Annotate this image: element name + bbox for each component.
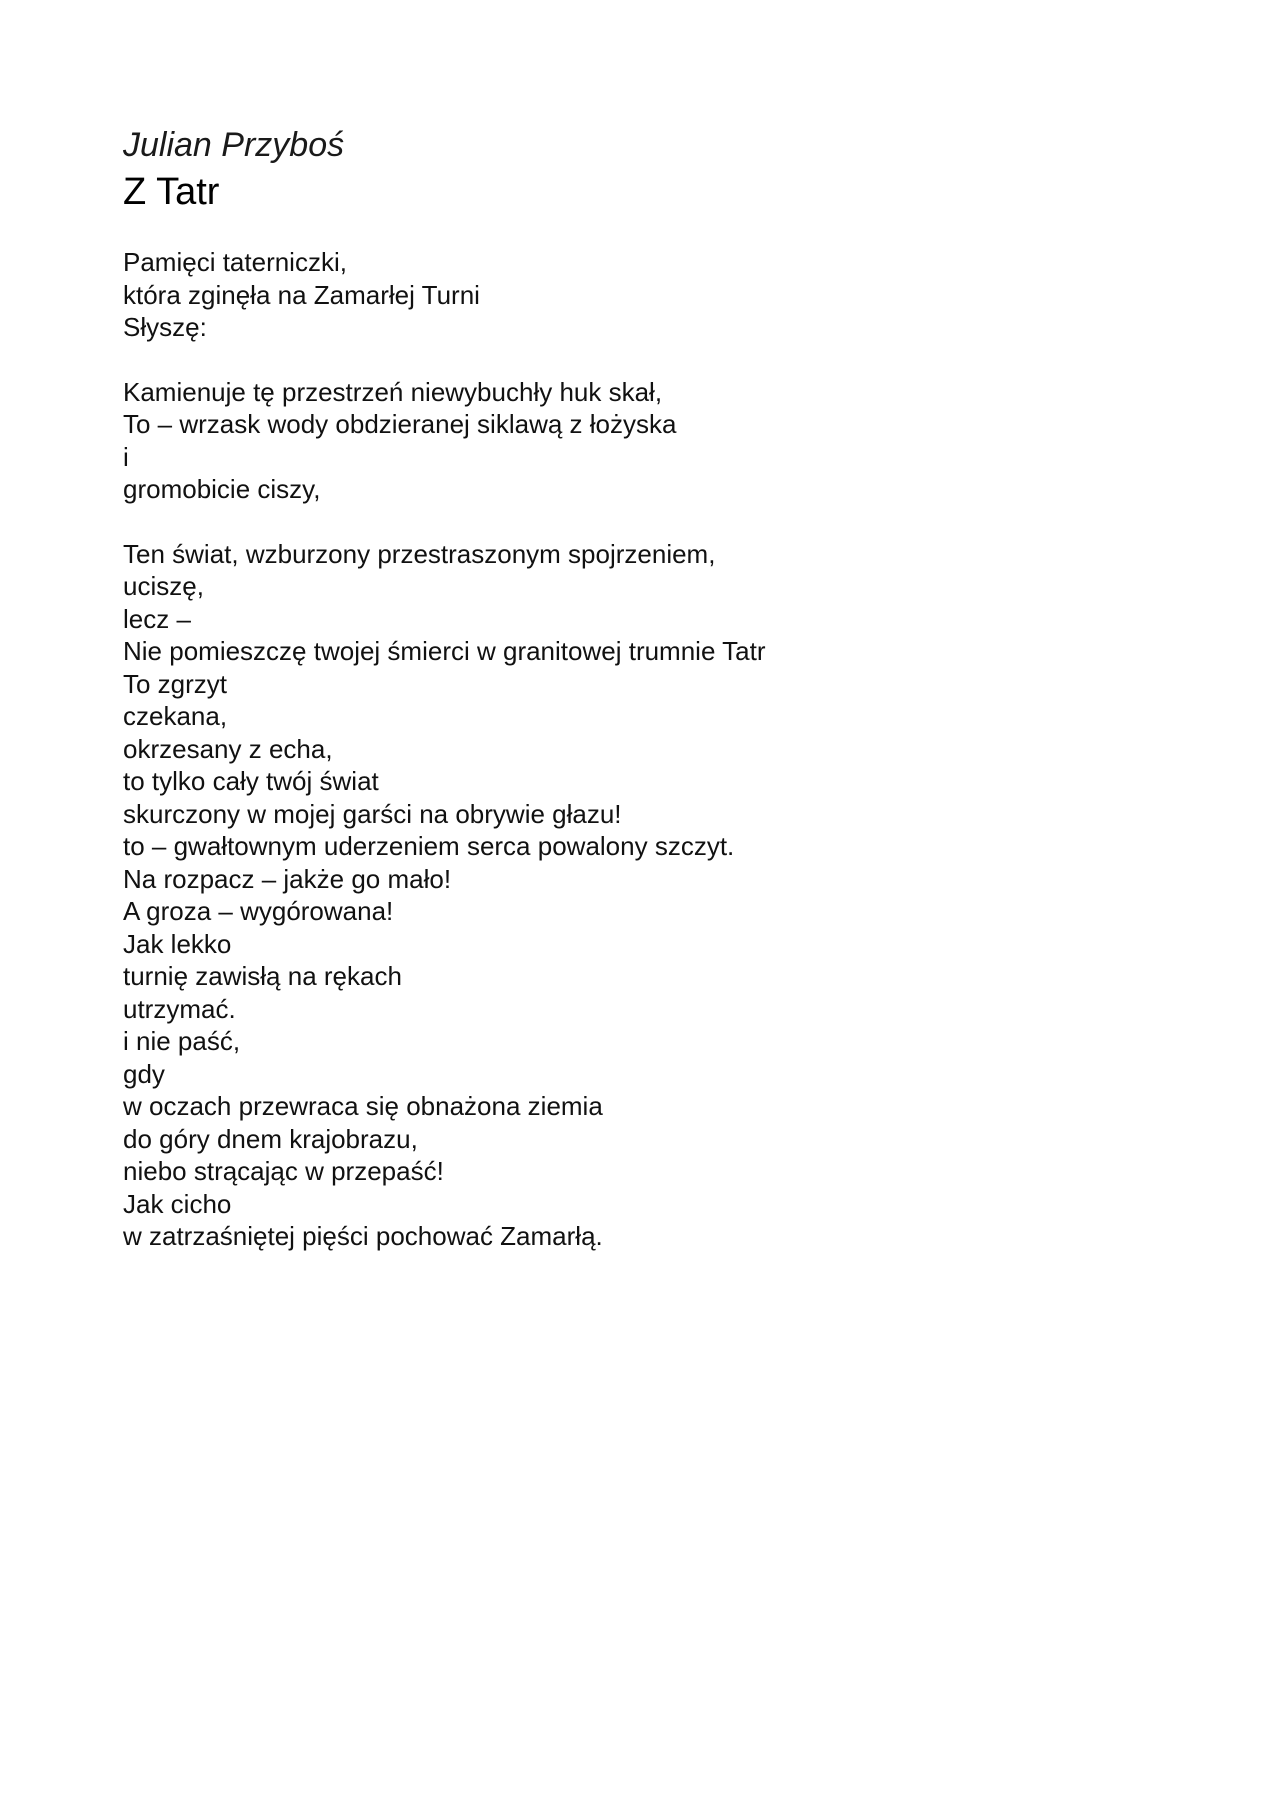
poem-stanza bbox=[123, 538, 1153, 1253]
poem-line: okrzesany z echa, bbox=[123, 733, 333, 764]
poem-line: Słyszę: bbox=[123, 312, 207, 342]
poem-line: i nie paść, bbox=[123, 1026, 241, 1056]
poem-line: A groza – wygórowana! bbox=[123, 896, 394, 926]
poem-line: Na rozpacz – jakże go mało! bbox=[123, 863, 452, 894]
poem-line: to – gwałtownym uderzeniem serca powalony szczyt. bbox=[123, 831, 735, 861]
poem-line: gdy bbox=[123, 1058, 165, 1089]
poem-line: turnię zawisłą na rękach bbox=[123, 961, 402, 991]
poem-line: Nie pomieszczę twojej śmierci w granitowej trumnie Tatr bbox=[123, 636, 766, 666]
poem-line: Kamienuje tę przestrzeń niewybuchły huk skał, bbox=[123, 376, 663, 407]
poem-line: która zginęła na Zamarłej Turni bbox=[123, 279, 480, 310]
document-page bbox=[123, 122, 1153, 1285]
poem-stanza bbox=[123, 246, 1153, 344]
poem-line: do góry dnem krajobrazu, bbox=[123, 1123, 418, 1154]
poem-title: Z Tatr bbox=[123, 171, 220, 213]
poem-line: niebo strącając w przepaść! bbox=[123, 1156, 444, 1186]
poem-line: w oczach przewraca się obnażona ziemia bbox=[123, 1091, 603, 1121]
poem-line: skurczony w mojej garści na obrywie głazu! bbox=[123, 798, 622, 829]
poem-line: to tylko cały twój świat bbox=[123, 766, 379, 796]
poem-body bbox=[123, 246, 1153, 1253]
poem-stanza bbox=[123, 376, 1153, 506]
poem-line: lecz – bbox=[123, 603, 191, 634]
poem-line: To zgrzyt bbox=[123, 668, 228, 699]
poem-line: utrzymać. bbox=[123, 993, 236, 1024]
poem-line: uciszę, bbox=[123, 571, 204, 601]
poem-line: Jak cicho bbox=[123, 1188, 232, 1219]
poem-line: gromobicie ciszy, bbox=[123, 474, 321, 504]
poem-line: Pamięci taterniczki, bbox=[123, 247, 347, 277]
author-name: Julian Przyboś bbox=[123, 126, 345, 164]
poem-line: czekana, bbox=[123, 701, 228, 731]
poem-line: i bbox=[123, 441, 129, 472]
poem-line: Ten świat, wzburzony przestraszonym spojrzeniem, bbox=[123, 538, 716, 569]
poem-line: Jak lekko bbox=[123, 928, 232, 959]
poem-line: To – wrzask wody obdzieranej siklawą z łożyska bbox=[123, 409, 677, 439]
poem-line: w zatrzaśniętej pięści pochować Zamarłą. bbox=[123, 1221, 603, 1251]
